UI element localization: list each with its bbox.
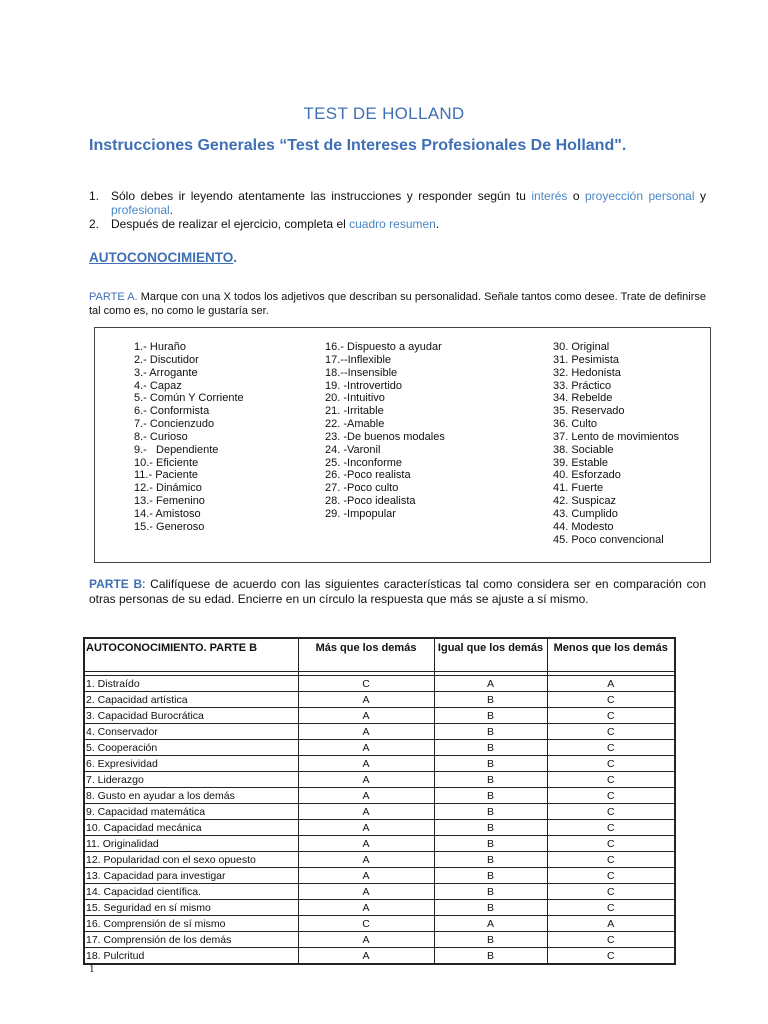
more-cell[interactable]: A (298, 708, 434, 724)
less-cell[interactable]: C (547, 724, 675, 740)
trait-cell: 9. Capacidad matemática (84, 804, 298, 820)
equal-cell[interactable]: A (434, 916, 547, 932)
adjectives-box (94, 327, 711, 563)
adjective-item: 8.- Curioso (134, 430, 188, 443)
adjective-item: 3.- Arrogante (134, 366, 198, 379)
more-cell[interactable]: C (298, 916, 434, 932)
table-row (84, 852, 675, 868)
adjective-item: 26. -Poco realista (325, 469, 411, 482)
adjective-item: 4.- Capaz (134, 379, 182, 392)
adjectives-column-2 (325, 341, 445, 521)
adjective-item: 18.--Insensible (325, 366, 398, 379)
adjective-item: 33. Práctico (553, 379, 612, 392)
table-row (84, 708, 675, 724)
trait-cell: 11. Originalidad (84, 836, 298, 852)
parte-a-text: Marque con una X todos los adjetivos que describan su personalidad. Señale tantos como desee. Trate de definirse tal como es, no como le gustaría ser. (89, 291, 706, 317)
table-header-equal: Igual que los demás (434, 638, 547, 672)
table-row (84, 692, 675, 708)
trait-cell: 12. Popularidad con el sexo opuesto (84, 852, 298, 868)
adjective-item: 13.- Femenino (134, 495, 205, 508)
adjective-item: 7.- Concienzudo (134, 418, 215, 431)
less-cell[interactable]: C (547, 868, 675, 884)
table-row (84, 884, 675, 900)
adjective-item: 15.- Generoso (134, 520, 205, 533)
equal-cell[interactable]: B (434, 708, 547, 724)
equal-cell[interactable]: B (434, 820, 547, 836)
adjective-item: 41. Fuerte (553, 482, 604, 495)
trait-cell: 7. Liderazgo (84, 772, 298, 788)
less-cell[interactable]: C (547, 692, 675, 708)
equal-cell[interactable]: B (434, 948, 547, 965)
trait-cell: 13. Capacidad para investigar (84, 868, 298, 884)
page-number: 1 (89, 963, 95, 975)
section-heading-period: . (233, 250, 238, 265)
adjective-item: 24. -Varonil (325, 443, 381, 456)
equal-cell[interactable]: B (434, 836, 547, 852)
adjective-item: 19. -Introvertido (325, 379, 403, 392)
adjective-item: 32. Hedonista (553, 366, 621, 379)
instruction-text: y (694, 189, 706, 203)
more-cell[interactable]: A (298, 772, 434, 788)
adjective-item: 14.- Amistoso (134, 507, 201, 520)
equal-cell[interactable]: B (434, 756, 547, 772)
more-cell[interactable]: A (298, 852, 434, 868)
adjective-item: 45. Poco convencional (553, 533, 664, 546)
adjectives-column-1 (134, 341, 244, 534)
trait-cell: 3. Capacidad Burocrática (84, 708, 298, 724)
trait-cell: 10. Capacidad mecánica (84, 820, 298, 836)
adjective-item: 12.- Dinámico (134, 482, 202, 495)
adjective-item: 30. Original (553, 341, 610, 353)
equal-cell[interactable]: B (434, 692, 547, 708)
more-cell[interactable]: A (298, 948, 434, 965)
more-cell[interactable]: A (298, 756, 434, 772)
instruction-item-1 (89, 189, 706, 217)
trait-cell: 6. Expresividad (84, 756, 298, 772)
equal-cell[interactable]: B (434, 788, 547, 804)
table-header-trait: AUTOCONOCIMIENTO. PARTE B (84, 638, 298, 672)
adjective-item: 6.- Conformista (134, 405, 210, 418)
equal-cell[interactable]: B (434, 868, 547, 884)
less-cell[interactable]: A (547, 916, 675, 932)
more-cell[interactable]: A (298, 884, 434, 900)
more-cell[interactable]: A (298, 740, 434, 756)
table-row (84, 724, 675, 740)
less-cell[interactable]: C (547, 740, 675, 756)
less-cell[interactable]: C (547, 708, 675, 724)
table-row (84, 916, 675, 932)
less-cell[interactable]: C (547, 788, 675, 804)
adjective-item: 25. -Inconforme (325, 456, 403, 469)
more-cell[interactable]: A (298, 868, 434, 884)
parte-b-colon: : (142, 577, 146, 591)
instruction-link-interes: interés (531, 189, 568, 203)
table-row (84, 804, 675, 820)
instructions-list (89, 189, 706, 231)
table-row (84, 788, 675, 804)
equal-cell[interactable]: B (434, 724, 547, 740)
parte-a-label: PARTE A. (89, 291, 138, 303)
equal-cell[interactable]: B (434, 900, 547, 916)
table-body (84, 672, 675, 965)
adjective-item: 35. Reservado (553, 405, 625, 418)
less-cell[interactable]: C (547, 932, 675, 948)
instruction-number: 1. (89, 189, 100, 203)
less-cell[interactable]: A (547, 676, 675, 692)
trait-cell: 5. Cooperación (84, 740, 298, 756)
more-cell[interactable]: A (298, 932, 434, 948)
less-cell[interactable]: C (547, 756, 675, 772)
table-header-less: Menos que los demás (547, 638, 675, 672)
more-cell[interactable]: C (298, 676, 434, 692)
adjective-item: 17.--Inflexible (325, 353, 392, 366)
equal-cell[interactable]: B (434, 804, 547, 820)
adjectives-column-3 (553, 341, 679, 547)
table-row (84, 932, 675, 948)
less-cell[interactable]: C (547, 836, 675, 852)
less-cell[interactable]: C (547, 948, 675, 965)
equal-cell[interactable]: B (434, 932, 547, 948)
table-row (84, 820, 675, 836)
adjective-item: 16.- Dispuesto a ayudar (325, 341, 442, 353)
instruction-text: . (169, 203, 174, 217)
instruction-text: o (567, 189, 585, 203)
autoconocimiento-table (83, 637, 676, 965)
trait-cell: 2. Capacidad artística (84, 692, 298, 708)
less-cell[interactable]: C (547, 852, 675, 868)
adjective-item: 39. Estable (553, 456, 609, 469)
trait-cell: 16. Comprensión de sí mismo (84, 916, 298, 932)
equal-cell[interactable]: A (434, 676, 547, 692)
instruction-link-profesional: profesional (111, 203, 170, 217)
trait-cell: 8. Gusto en ayudar a los demás (84, 788, 298, 804)
adjective-item: 22. -Amable (325, 418, 385, 431)
less-cell[interactable]: C (547, 900, 675, 916)
trait-cell: 1. Distraído (84, 676, 298, 692)
adjective-item: 1.- Huraño (134, 341, 186, 353)
adjective-item: 11.- Paciente (134, 469, 199, 482)
adjective-item: 21. -Irritable (325, 405, 384, 418)
more-cell[interactable]: A (298, 836, 434, 852)
trait-cell: 4. Conservador (84, 724, 298, 740)
section-heading-label: AUTOCONOCIMIENTO (89, 250, 234, 265)
more-cell[interactable]: A (298, 820, 434, 836)
more-cell[interactable]: A (298, 724, 434, 740)
adjective-item: 31. Pesimista (553, 353, 620, 366)
equal-cell[interactable]: B (434, 740, 547, 756)
adjective-item: 23. -De buenos modales (325, 430, 445, 443)
adjective-item: 2.- Discutidor (134, 353, 199, 366)
less-cell[interactable]: C (547, 884, 675, 900)
table-row (84, 948, 675, 965)
adjective-item: 44. Modesto (553, 520, 614, 533)
instruction-number: 2. (89, 217, 100, 231)
equal-cell[interactable]: B (434, 772, 547, 788)
less-cell[interactable]: C (547, 772, 675, 788)
trait-cell: 18. Pulcritud (84, 948, 298, 965)
table-header-more: Más que los demás (298, 638, 434, 672)
table-row (84, 740, 675, 756)
parte-b-text: Califíquese de acuerdo con las siguientes características tal como considera ser en comparación con otras personas de su edad. Encierre en un círculo la respuesta que más se ajuste a sí mismo. (89, 577, 707, 606)
instruction-text: Sólo debes ir leyendo atentamente las instrucciones y responder según tu (111, 189, 532, 203)
instruction-link-proyeccion: proyección personal (584, 189, 695, 203)
table-row (84, 900, 675, 916)
table-row (84, 868, 675, 884)
instruction-link-cuadro-resumen: cuadro resumen (349, 217, 436, 231)
parte-a-instructions (89, 291, 706, 318)
less-cell[interactable]: C (547, 820, 675, 836)
more-cell[interactable]: A (298, 900, 434, 916)
instruction-item-2 (89, 217, 706, 231)
adjective-item: 20. -Intuitivo (325, 392, 385, 405)
trait-cell: 15. Seguridad en sí mismo (84, 900, 298, 916)
adjective-item: 10.- Eficiente (134, 456, 199, 469)
equal-cell[interactable]: B (434, 884, 547, 900)
table-row (84, 772, 675, 788)
adjective-item: 38. Sociable (553, 443, 614, 456)
equal-cell[interactable]: B (434, 852, 547, 868)
parte-b-instructions (89, 577, 706, 607)
adjective-item: 9.- Dependiente (134, 443, 219, 456)
page-title: TEST DE HOLLAND (303, 104, 465, 123)
instruction-text: Después de realizar el ejercicio, completa el (111, 217, 350, 231)
instructions-heading: Instrucciones Generales “Test de Intereses Profesionales De Holland". (89, 137, 627, 154)
more-cell[interactable]: A (298, 788, 434, 804)
adjective-item: 28. -Poco idealista (325, 495, 416, 508)
more-cell[interactable]: A (298, 692, 434, 708)
adjective-item: 43. Cumplido (553, 507, 618, 520)
adjective-item: 34. Rebelde (553, 392, 613, 405)
table-row (84, 836, 675, 852)
more-cell[interactable]: A (298, 804, 434, 820)
trait-cell: 14. Capacidad científica. (84, 884, 298, 900)
parte-b-label: PARTE B (89, 577, 143, 591)
adjective-item: 40. Esforzado (553, 469, 621, 482)
section-heading (89, 250, 237, 265)
instruction-text: . (435, 217, 440, 231)
table-row (84, 676, 675, 692)
adjective-item: 37. Lento de movimientos (553, 430, 679, 443)
adjective-item: 42. Suspicaz (553, 495, 616, 508)
trait-cell: 17. Comprensión de los demás (84, 932, 298, 948)
table-header-row (84, 638, 675, 672)
less-cell[interactable]: C (547, 804, 675, 820)
adjective-item: 5.- Común Y Corriente (134, 392, 244, 405)
table-row (84, 756, 675, 772)
adjective-item: 36. Culto (553, 418, 598, 431)
adjective-item: 29. -Impopular (325, 507, 396, 520)
adjective-item: 27. -Poco culto (325, 482, 399, 495)
